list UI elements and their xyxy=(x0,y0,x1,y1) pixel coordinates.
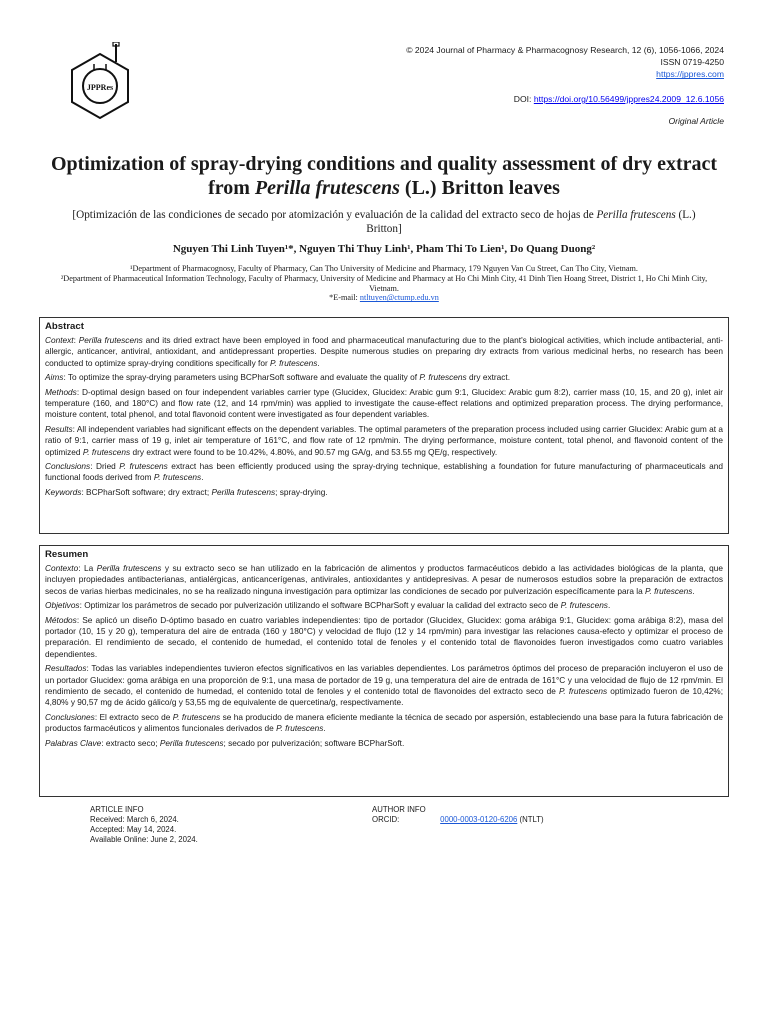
species: Perilla frutescens xyxy=(78,335,143,345)
species: P. frutescens xyxy=(560,600,608,611)
text: and its dried extract have been employed in food and pharmaceutical manufacturing due to the plant's biological activities, which include antibacterial, anti-allergic, anticancer, antiviral, antioxidant, and antidepressant properties. Despite numerous studies on preparing dry extracts from various medicinal herbs, no research has been conducted to optimize spray-drying conditions specifically for xyxy=(45,335,723,368)
section-label: Context xyxy=(45,335,74,345)
species: P. frutescens xyxy=(119,461,168,472)
text: : D-optimal design based on four independent variables carrier type (Glucidex, Glucidex: Arabic gum 9:1, Glucidex: Arabic gum 8:2), carrier mass (10, 15, and 20 g), inlet air temperature (160, and 180°C) and flow rate (12, and 14 rpm/min) was applied to investigate the cause-effect relations and optimized preparation process. The drying performance, moisture content, total phenol, and total flavonoid content were investigated as four dependent variables. xyxy=(45,386,723,420)
text: ; secado por pulverización; software BCPharSoft. xyxy=(223,737,405,748)
species: P. frutescens xyxy=(419,372,467,383)
species: Perilla frutescens xyxy=(96,563,162,573)
text: : Se aplicó un diseño D-óptimo basado en cuatro variables independientes: tipo de portador (Glucidex, Glucidex: goma arábiga 9:1, Glucidex: goma arábiga 8:2), masa del portador (10, 15 y 20 g), temperatura del aire de entrada (160 y 180°C) y velocidad de flujo (12 y 14 rpm/min) para investigar las relaciones causa-efecto y optimizar el proceso de preparación. El rendimiento de secado, el contenido de humedad, el contenido total de fenoles y el contenido total de flavonoides fueron investigados como cuatro variables dependientes. xyxy=(45,614,723,659)
resumen-contexto xyxy=(45,563,723,597)
resumen-heading: Resumen xyxy=(45,549,89,560)
author-info xyxy=(372,805,544,825)
text: : Todas las variables independientes tuvieron efectos significativos en las variables dependientes. Los parámetros óptimos del proceso de preparación incluyeron el uso de un portador Glucidex: goma arábiga en una proporción de 9:1, una masa de portador de 19 g, una temperatura del aire de entrada de 161°C y una velocidad de flujo de 12 rpm/min. El rendimiento de secado, el contenido de humedad, el contenido total de fenoles y el contenido total de flavonoides del extracto seco de xyxy=(45,663,723,697)
received-date: Received: March 6, 2024. xyxy=(90,815,179,824)
text: : xyxy=(73,335,79,345)
section-label: Palabras Clave xyxy=(45,737,102,748)
subtitle-part: (L.) Britton] xyxy=(366,209,696,235)
species: P. frutescens xyxy=(82,446,131,457)
article-type: Original Article xyxy=(668,116,724,126)
article-info xyxy=(90,805,198,845)
subtitle-part: [Optimización de las condiciones de secado por atomización y evaluación de la calidad del extracto seco de hojas de xyxy=(72,209,597,221)
text: : El extracto seco de xyxy=(94,711,173,722)
section-label: Objetivos xyxy=(45,600,80,611)
abstract-heading: Abstract xyxy=(45,321,84,332)
abstract-conclusions xyxy=(45,461,723,484)
paper-subtitle xyxy=(70,208,698,236)
abstract-methods xyxy=(45,387,723,421)
affiliations xyxy=(60,264,708,303)
resumen-objetivos xyxy=(45,600,723,611)
text: : Dried xyxy=(90,461,120,472)
text: dry extract were found to be 10.42%, 4.80%, and 90.57 mg GA/g, and 53.55 mg QE/g, respectively. xyxy=(130,446,498,457)
doi-label: DOI: xyxy=(513,94,532,104)
section-label: Conclusions xyxy=(45,461,91,472)
resumen-palabras-clave xyxy=(45,738,723,749)
text: : extracto seco; xyxy=(101,737,160,748)
abstract-context xyxy=(45,335,723,369)
text: . xyxy=(607,600,611,611)
resumen-box xyxy=(39,545,729,797)
section-label: Results xyxy=(45,423,73,434)
section-label: Methods xyxy=(45,386,77,397)
resumen-resultados xyxy=(45,663,723,709)
title-part: (L.) Britton leaves xyxy=(399,177,560,199)
issn: ISSN 0719-4250 xyxy=(660,57,724,68)
subtitle-species: Perilla frutescens xyxy=(596,209,676,221)
affiliation-2: ²Department of Pharmaceutical Information Technology, Faculty of Pharmacy, University of Medicine and Pharmacy at Ho Chi Minh City, 41 Dinh Tien Hoang Street, District 1, Ho Chi Minh City, Vietnam. xyxy=(60,273,708,293)
authors: Nguyen Thi Linh Tuyen¹*, Nguyen Thi Thuy Linh¹, Pham Thi To Lien¹, Do Quang Duong² xyxy=(172,243,596,255)
text: : La xyxy=(78,563,97,573)
journal-header xyxy=(406,44,724,81)
text: optimizado fueron de 10,42%; 4,80% y 90,57 mg de ácido gálico/g y 53,55 mg de equivalente de quercetina/g, respectivamente. xyxy=(45,686,723,708)
text: . xyxy=(317,357,320,368)
logo-text: JPPRes xyxy=(86,83,114,92)
orcid-link[interactable]: 0000-0003-0120-6206 xyxy=(440,815,518,824)
doi-link[interactable]: https://doi.org/10.56499/jppres24.2009_12.6.1056 xyxy=(533,94,724,104)
website-link[interactable]: https://jppres.com xyxy=(656,69,724,80)
available-date: Available Online: June 2, 2024. xyxy=(90,835,198,844)
orcid-row xyxy=(372,815,544,825)
title-part: Optimization of spray-drying conditions and quality assessment of dry extract from xyxy=(50,153,718,199)
abstract-aims xyxy=(45,372,723,383)
author-info-heading: AUTHOR INFO xyxy=(372,805,426,814)
text: : To optimize the spray-drying parameters using BCPharSoft software and evaluate the quality of xyxy=(63,372,420,383)
section-label: Contexto xyxy=(45,563,79,573)
species: P. frutescens xyxy=(172,711,221,722)
abstract-results xyxy=(45,424,723,458)
section-label: Métodos xyxy=(45,614,77,625)
text: . xyxy=(692,585,695,596)
text: : Optimizar los parámetros de secado por pulverización utilizando el software BCPharSoft y evaluar la calidad del extracto seco de xyxy=(79,600,561,611)
text: : BCPharSoft software; dry extract; xyxy=(81,486,212,497)
orcid-label: ORCID: xyxy=(372,815,400,824)
species: Perilla frutescens xyxy=(211,486,276,497)
species: P. frutescens xyxy=(270,357,318,368)
species: P. frutescens xyxy=(153,472,202,483)
text: . xyxy=(323,723,326,734)
resumen-metodos xyxy=(45,615,723,661)
species: P. frutescens xyxy=(558,686,608,697)
section-label: Conclusiones xyxy=(45,711,95,722)
species: P. frutescens xyxy=(276,723,324,734)
text: . xyxy=(201,472,204,483)
abstract-box xyxy=(39,317,729,534)
email-label: *E-mail: xyxy=(329,293,358,303)
doi-line xyxy=(514,94,724,104)
email-link[interactable]: ntltuyen@ctump.edu.vn xyxy=(359,293,439,303)
accepted-date: Accepted: May 14, 2024. xyxy=(90,825,177,834)
text: se ha producido de manera eficiente mediante la técnica de secado por aspersión, estableciendo una base para la futura fabricación de productos farmacéuticos y alimentos funcionales derivados de xyxy=(45,711,724,734)
text: y su extracto seco se han utilizado en la fabricación de alimentos y productos farmacéuticos debido a las actividades biológicas de la planta, que incluyen propiedades antibacterianas, antialérgicas, anticancerígenas, antivirales, antioxidantes y antidepresivas. A pesar de numerosos estudios sobre la preparación de extractos secos de varias hierbas medicinales, no se ha realizado ninguna investigación para optimizar las condiciones de secado por pulverización específicamente para la xyxy=(45,563,723,596)
abstract-keywords xyxy=(45,487,723,498)
text: ; spray-drying. xyxy=(275,486,328,497)
orcid-suffix: (NTLT) xyxy=(519,815,544,824)
text: extract has been efficiently produced using the spray-drying technique, establishing a foundation for future manufacturing of pharmaceuticals and functional foods derived from xyxy=(45,461,723,483)
email-line xyxy=(60,293,708,303)
citation: © 2024 Journal of Pharmacy & Pharmacognosy Research, 12 (6), 1056-1066, 2024 xyxy=(406,45,724,55)
resumen-conclusiones xyxy=(45,712,723,735)
section-label: Resultados xyxy=(45,663,87,674)
species: P. frutescens xyxy=(645,585,693,596)
section-label: Keywords xyxy=(45,486,82,497)
paper-title xyxy=(40,152,728,200)
article-info-heading: ARTICLE INFO xyxy=(90,805,144,814)
affiliation-1: ¹Department of Pharmacognosy, Faculty of Pharmacy, Can Tho University of Medicine and Pharmacy, 179 Nguyen Van Cu Street, Can Tho City, Vietnam. xyxy=(130,264,638,273)
journal-logo xyxy=(66,42,134,126)
text: : All independent variables had significant effects on the dependent variables. The optimal parameters of the preparation process included using carrier Glucidex: Arabic gum at a ratio of 9:1, carrier mass of 19 g, inlet air temperature of 161°C, and flow rate of 12 rpm/min. The drying performance, moisture content, total phenol, and flavonoid content of the optimized xyxy=(45,423,723,457)
text: dry extract. xyxy=(466,372,511,383)
species: Perilla frutescens xyxy=(159,737,224,748)
section-label: Aims xyxy=(45,372,64,383)
title-species: Perilla frutescens xyxy=(254,177,400,199)
